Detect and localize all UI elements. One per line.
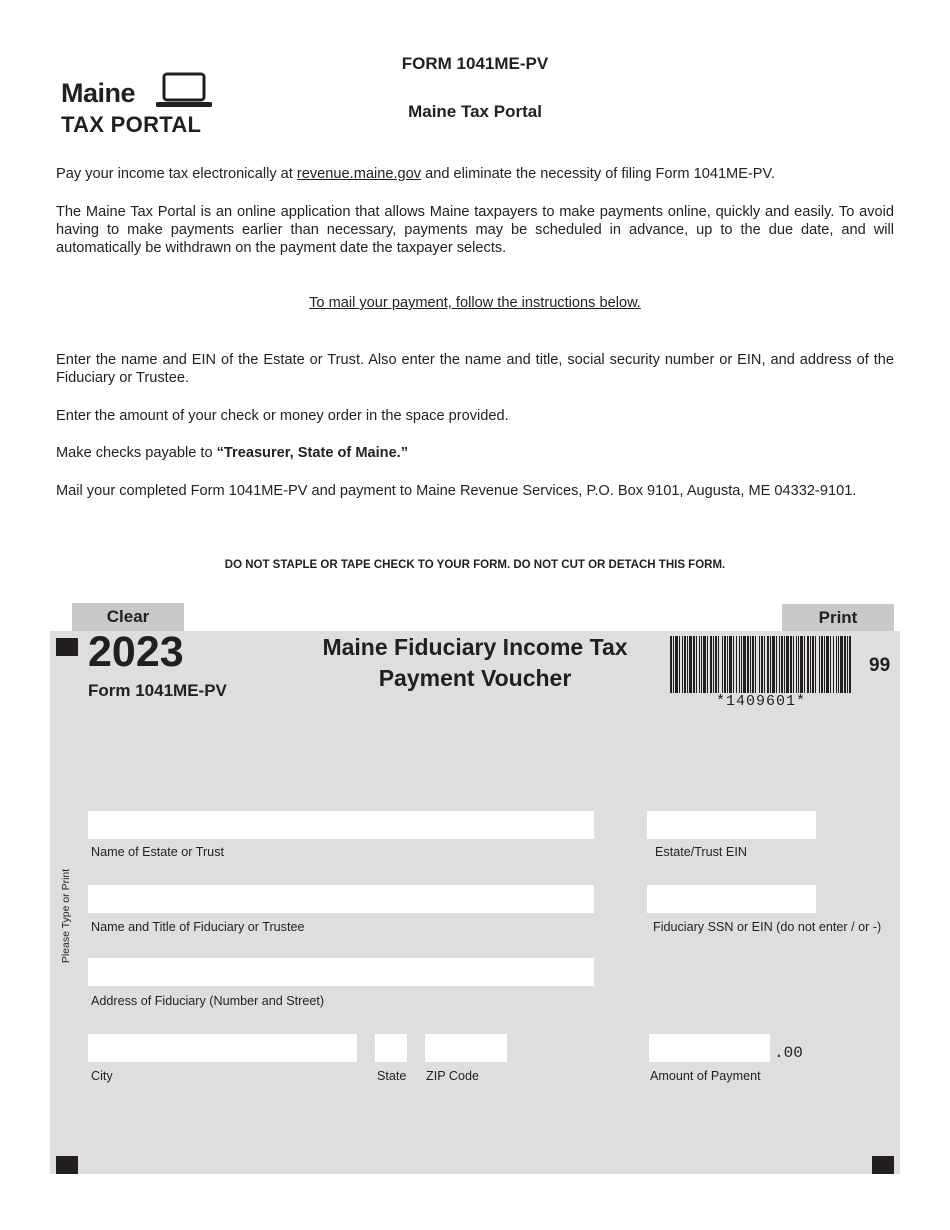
barcode-bar xyxy=(804,636,805,693)
barcode-bar xyxy=(830,636,831,693)
barcode-bar xyxy=(764,636,765,693)
barcode-bar xyxy=(682,636,683,693)
voucher-code: 99 xyxy=(869,655,891,676)
portal-title: Maine Tax Portal xyxy=(408,102,542,121)
barcode-bar xyxy=(710,636,712,693)
estate-ein-input[interactable] xyxy=(647,811,816,839)
barcode-bar xyxy=(836,636,837,693)
barcode-bar xyxy=(729,636,732,693)
barcode-bar xyxy=(840,636,843,693)
fiduciary-ssn-ein-input[interactable] xyxy=(647,885,816,913)
barcode-bar xyxy=(673,636,674,693)
barcode-bar xyxy=(796,636,797,693)
barcode-bar xyxy=(810,636,811,693)
registration-mark-top-left xyxy=(56,638,78,656)
barcode-bar xyxy=(781,636,783,693)
electronic-payment-text: Pay your income tax electronically at revenue.maine.gov and eliminate the necessity of filing Form 1041ME-PV. xyxy=(56,166,775,182)
barcode-bar xyxy=(750,636,751,693)
please-type-or-print-label: Please Type or Print xyxy=(60,868,72,964)
barcode-bar xyxy=(696,636,697,693)
barcode-bar xyxy=(722,636,723,693)
barcode-bar xyxy=(793,636,794,693)
barcode-bar xyxy=(786,636,789,693)
barcode-bar xyxy=(733,636,734,693)
barcode-bar xyxy=(847,636,848,693)
barcode-bar xyxy=(684,636,686,693)
voucher-title: Maine Fiduciary Income Tax Payment Voucher xyxy=(322,634,628,691)
barcode-bar xyxy=(800,636,803,693)
barcode-bar xyxy=(819,636,820,693)
amount-of-payment-label: Amount of Payment xyxy=(650,1069,761,1083)
state-input[interactable] xyxy=(375,1034,407,1062)
barcode-bar xyxy=(739,636,740,693)
barcode-bar xyxy=(693,636,695,693)
barcode-bar xyxy=(812,636,814,693)
barcode-bar xyxy=(675,636,678,693)
estate-ein-label: Estate/Trust EIN xyxy=(655,845,747,859)
fiduciary-ssn-ein-label: Fiduciary SSN or EIN (do not enter / or -) xyxy=(653,920,882,934)
do-not-staple-warning: DO NOT STAPLE OR TAPE CHECK TO YOUR FORM. DO NOT CUT OR DETACH THIS FORM. xyxy=(224,559,726,571)
barcode-bar xyxy=(727,636,728,693)
barcode-bar xyxy=(699,636,700,693)
barcode-bar xyxy=(772,636,775,693)
tax-year: 2023 xyxy=(88,628,184,676)
fiduciary-name-input[interactable] xyxy=(88,885,594,913)
barcode-bar xyxy=(701,636,702,693)
barcode-bar xyxy=(670,636,672,693)
barcode-bar xyxy=(687,636,688,693)
city-label: City xyxy=(91,1069,113,1083)
zip-code-label: ZIP Code xyxy=(426,1069,479,1083)
barcode-bar xyxy=(849,636,851,693)
barcode-bar xyxy=(779,636,780,693)
amount-cents: .00 xyxy=(774,1044,803,1062)
amount-instructions: Enter the amount of your check or money order in the space provided. xyxy=(56,408,509,424)
laptop-icon xyxy=(156,72,214,110)
registration-mark-bottom-left xyxy=(56,1156,78,1174)
barcode-bar xyxy=(807,636,809,693)
logo-line1: Maine xyxy=(61,78,136,108)
mailing-address-instructions: Mail your completed Form 1041ME-PV and payment to Maine Revenue Services, P.O. Box 9101, Augusta, ME 04332-9101. xyxy=(56,483,857,499)
barcode-bar xyxy=(815,636,816,693)
barcode-bar xyxy=(798,636,799,693)
barcode-bar xyxy=(741,636,742,693)
barcode-bar xyxy=(755,636,756,693)
barcode-bar xyxy=(747,636,749,693)
barcode-bar xyxy=(736,636,737,693)
barcode xyxy=(670,636,852,693)
form-title: FORM 1041ME-PV xyxy=(401,54,549,73)
barcode-bar xyxy=(770,636,771,693)
revenue-link[interactable]: revenue.maine.gov xyxy=(296,166,422,182)
barcode-bar xyxy=(826,636,829,693)
payment-amount-input[interactable] xyxy=(649,1034,770,1062)
barcode-bar xyxy=(724,636,726,693)
estate-name-input[interactable] xyxy=(88,811,594,839)
voucher-form-number: Form 1041ME-PV xyxy=(88,681,227,700)
barcode-bar xyxy=(844,636,846,693)
barcode-bar xyxy=(833,636,834,693)
fiduciary-address-input[interactable] xyxy=(88,958,594,986)
zip-code-input[interactable] xyxy=(425,1034,507,1062)
estate-name-label: Name of Estate or Trust xyxy=(91,845,224,859)
barcode-bar xyxy=(784,636,785,693)
portal-description: The Maine Tax Portal is an online application that allows Maine taxpayers to make payments online, quickly and easily. To avoid having to make payments earlier than necessary, payments may be scheduled in advance, up to the due date, and will automatically be withdrawn on the payment date the taxpayer selects. xyxy=(56,204,894,256)
payable-instructions: Make checks payable to “Treasurer, State of Maine.” xyxy=(56,445,409,461)
barcode-bar xyxy=(790,636,792,693)
registration-mark-bottom-right xyxy=(872,1156,894,1174)
logo-line2: TAX PORTAL xyxy=(61,112,202,137)
barcode-bar xyxy=(718,636,719,693)
barcode-bar xyxy=(752,636,754,693)
barcode-bar xyxy=(838,636,839,693)
barcode-bar xyxy=(713,636,714,693)
city-input[interactable] xyxy=(88,1034,357,1062)
fiduciary-address-label: Address of Fiduciary (Number and Street) xyxy=(91,994,325,1008)
mail-instructions-heading: To mail your payment, follow the instructions below. xyxy=(309,295,641,311)
barcode-bar xyxy=(776,636,777,693)
barcode-bar xyxy=(821,636,823,693)
barcode-bar xyxy=(761,636,763,693)
barcode-number: *1409601* xyxy=(715,693,806,710)
barcode-bar xyxy=(679,636,680,693)
maine-tax-portal-logo xyxy=(60,72,220,138)
barcode-bar xyxy=(743,636,746,693)
fiduciary-name-label: Name and Title of Fiduciary or Trustee xyxy=(91,920,305,934)
clear-button[interactable]: Clear xyxy=(72,603,184,631)
barcode-bar xyxy=(759,636,760,693)
barcode-bar xyxy=(715,636,717,693)
barcode-bar xyxy=(689,636,692,693)
barcode-bar xyxy=(707,636,708,693)
name-ein-instructions: Enter the name and EIN of the Estate or Trust. Also enter the name and title, social security number or EIN, and address of the Fiduciary or Trustee. xyxy=(56,352,894,386)
barcode-bar xyxy=(767,636,769,693)
barcode-bar xyxy=(824,636,825,693)
state-label: State xyxy=(377,1069,407,1083)
print-button[interactable]: Print xyxy=(782,604,894,632)
barcode-bar xyxy=(703,636,706,693)
